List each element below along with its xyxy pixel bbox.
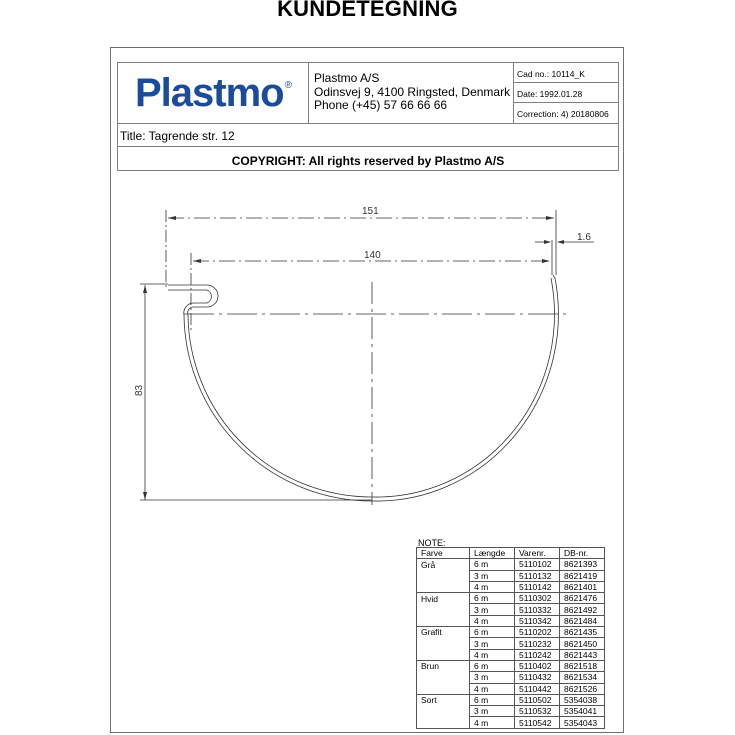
item-no-cell: 5110302 <box>515 593 560 604</box>
length-cell: 6 m <box>470 593 515 604</box>
length-cell: 6 m <box>470 627 515 638</box>
length-cell: 4 m <box>470 581 515 592</box>
color-cell <box>417 570 470 581</box>
table-row <box>417 559 605 570</box>
gutter-outline-outer <box>168 278 554 497</box>
dimension-label-151: 151 <box>362 206 379 217</box>
table-row <box>417 581 605 592</box>
column-header-item-no: Varenr. <box>515 548 560 559</box>
arrow-140-left <box>193 259 201 263</box>
item-no-cell: 5110402 <box>515 660 560 671</box>
length-cell: 4 m <box>470 649 515 660</box>
length-cell: 6 m <box>470 694 515 705</box>
table-row <box>417 683 605 694</box>
color-cell <box>417 581 470 592</box>
color-cell <box>417 717 470 728</box>
table-row <box>417 627 605 638</box>
document-heading: KUNDETEGNING <box>277 0 458 21</box>
column-header-color: Farve <box>417 548 470 559</box>
table-row <box>417 604 605 615</box>
arrow-thickness-left <box>544 240 551 244</box>
db-no-cell: 8621534 <box>560 672 605 683</box>
color-cell <box>417 615 470 626</box>
table-row <box>417 593 605 604</box>
parts-table-header <box>417 548 605 559</box>
db-no-cell: 5354041 <box>560 706 605 717</box>
db-no-cell: 8621484 <box>560 615 605 626</box>
table-row <box>417 649 605 660</box>
arrow-thickness-right <box>557 240 564 244</box>
cad-number: Cad no.: 10114_K <box>514 63 619 83</box>
item-no-cell: 5110332 <box>515 604 560 615</box>
item-no-cell: 5110432 <box>515 672 560 683</box>
company-phone: Phone (+45) 57 66 66 66 <box>314 98 448 112</box>
color-cell: Grå <box>417 559 470 570</box>
drawing-date: Date: 1992.01.28 <box>514 83 619 103</box>
color-cell: Sort <box>417 694 470 705</box>
item-no-cell: 5110132 <box>515 570 560 581</box>
table-row <box>417 660 605 671</box>
item-no-cell: 5110142 <box>515 581 560 592</box>
color-cell <box>417 706 470 717</box>
parts-table <box>416 547 605 729</box>
table-row <box>417 717 605 728</box>
table-row <box>417 570 605 581</box>
arrow-83-top <box>143 285 147 293</box>
length-cell: 6 m <box>470 559 515 570</box>
color-cell: Hvid <box>417 593 470 604</box>
db-no-cell: 8621443 <box>560 649 605 660</box>
item-no-cell: 5110232 <box>515 638 560 649</box>
length-cell: 3 m <box>470 604 515 615</box>
copyright-notice: COPYRIGHT: All rights reserved by Plastmo A/S <box>231 154 505 168</box>
length-cell: 4 m <box>470 717 515 728</box>
table-row <box>417 706 605 717</box>
db-no-cell: 5354038 <box>560 694 605 705</box>
db-no-cell: 8621526 <box>560 683 605 694</box>
color-cell: Grafit <box>417 627 470 638</box>
length-cell: 4 m <box>470 615 515 626</box>
registered-mark: ® <box>284 80 291 91</box>
db-no-cell: 8621435 <box>560 627 605 638</box>
item-no-cell: 5110202 <box>515 627 560 638</box>
db-no-cell: 8621450 <box>560 638 605 649</box>
item-no-cell: 5110542 <box>515 717 560 728</box>
color-cell <box>417 638 470 649</box>
length-cell: 3 m <box>470 638 515 649</box>
note-label: NOTE: <box>418 538 446 548</box>
company-name: Plastmo A/S <box>314 71 380 85</box>
column-header-db-no: DB-nr. <box>560 548 605 559</box>
arrow-151-left <box>168 216 176 220</box>
dimension-label-thickness: 1.6 <box>577 232 591 243</box>
length-cell: 6 m <box>470 660 515 671</box>
item-no-cell: 5110102 <box>515 559 560 570</box>
item-no-cell: 5110242 <box>515 649 560 660</box>
length-cell: 3 m <box>470 672 515 683</box>
color-cell <box>417 683 470 694</box>
db-no-cell: 8621518 <box>560 660 605 671</box>
table-row <box>417 672 605 683</box>
db-no-cell: 8621419 <box>560 570 605 581</box>
drawing-title: Title: Tagrende str. 12 <box>118 123 618 147</box>
logo-text: Plastmo <box>135 71 284 115</box>
item-no-cell: 5110502 <box>515 694 560 705</box>
gutter-outline-inner <box>168 275 558 501</box>
table-row <box>417 615 605 626</box>
item-no-cell: 5110342 <box>515 615 560 626</box>
table-row <box>417 694 605 705</box>
dimension-label-83: 83 <box>134 384 145 396</box>
correction: Correction: 4) 20180806 <box>517 109 609 119</box>
column-header-length: Længde <box>470 548 515 559</box>
company-address: Odinsvej 9, 4100 Ringsted, Denmark <box>314 84 511 99</box>
item-no-cell: 5110532 <box>515 706 560 717</box>
arrow-151-right <box>546 216 554 220</box>
item-no-cell: 5110442 <box>515 683 560 694</box>
db-no-cell: 5354043 <box>560 717 605 728</box>
arrow-83-bottom <box>143 492 147 500</box>
color-cell <box>417 604 470 615</box>
table-row <box>417 638 605 649</box>
db-no-cell: 8621393 <box>560 559 605 570</box>
color-cell: Brun <box>417 660 470 671</box>
length-cell: 4 m <box>470 683 515 694</box>
length-cell: 3 m <box>470 706 515 717</box>
length-cell: 3 m <box>470 570 515 581</box>
color-cell <box>417 649 470 660</box>
arrow-140-right <box>542 259 550 263</box>
dimension-label-140: 140 <box>364 250 381 261</box>
db-no-cell: 8621401 <box>560 581 605 592</box>
db-no-cell: 8621476 <box>560 593 605 604</box>
db-no-cell: 8621492 <box>560 604 605 615</box>
color-cell <box>417 672 470 683</box>
